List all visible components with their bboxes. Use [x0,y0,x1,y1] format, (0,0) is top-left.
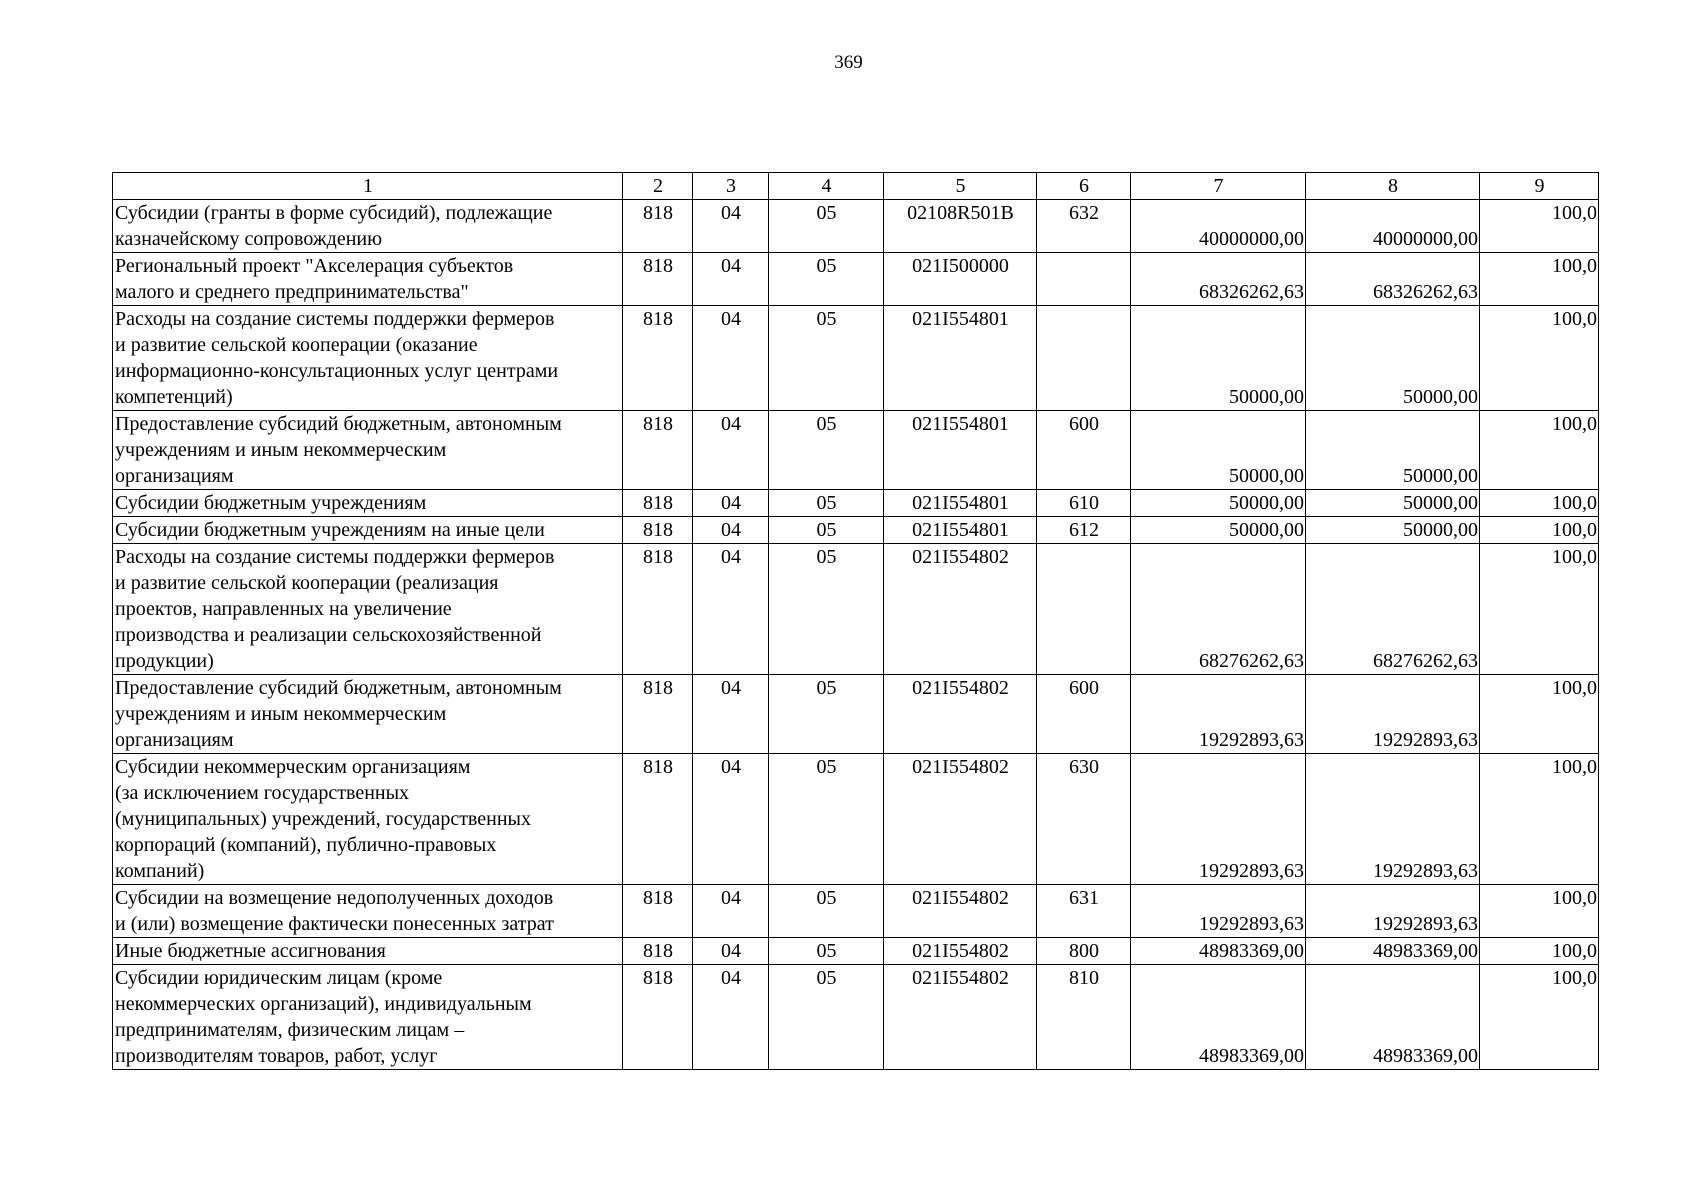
column-header: 8 [1306,173,1480,200]
code-cell: 021I554802 [884,544,1037,675]
table-row [113,490,1599,517]
row-name-cell: Предоставление субсидий бюджетным, автономным учреждениям и иным некоммерческим организациям [113,411,623,490]
column-header: 5 [884,173,1037,200]
row-name-cell: Субсидии на возмещение недополученных доходов и (или) возмещение фактически понесенных затрат [113,885,623,938]
percent-cell: 100,0 [1480,885,1599,938]
table-row [113,200,1599,253]
code-cell: 05 [769,253,884,306]
code-cell: 630 [1037,754,1131,885]
code-cell: 04 [693,306,769,411]
code-cell: 021I554802 [884,965,1037,1070]
percent-cell: 100,0 [1480,200,1599,253]
row-name-cell: Региональный проект "Акселерация субъектов малого и среднего предпринимательства" [113,253,623,306]
code-cell: 600 [1037,411,1131,490]
page-number: 369 [834,52,863,73]
code-cell: 818 [623,544,693,675]
table-row [113,938,1599,965]
amount-cell: 50000,00 [1306,517,1480,544]
amount-cell: 40000000,00 [1131,200,1306,253]
amount-cell: 48983369,00 [1131,965,1306,1070]
amount-cell: 19292893,63 [1306,675,1480,754]
table-row [113,675,1599,754]
code-cell: 818 [623,306,693,411]
amount-cell: 50000,00 [1306,306,1480,411]
table-row [113,754,1599,885]
code-cell: 04 [693,517,769,544]
code-cell: 021I554801 [884,517,1037,544]
code-cell: 02108R501B [884,200,1037,253]
table-row [113,411,1599,490]
code-cell: 021I554801 [884,490,1037,517]
table-row [113,517,1599,544]
row-name-cell: Субсидии некоммерческим организациям (за исключением государственных (муниципальных) учреждений, государственных корпораций (компаний), публично-правовых компаний) [113,754,623,885]
table-row [113,965,1599,1070]
row-name-cell: Субсидии (гранты в форме субсидий), подлежащие казначейскому сопровождению [113,200,623,253]
code-cell: 021I554801 [884,411,1037,490]
amount-cell: 19292893,63 [1131,754,1306,885]
code-cell: 04 [693,544,769,675]
column-header: 7 [1131,173,1306,200]
percent-cell: 100,0 [1480,544,1599,675]
column-header: 9 [1480,173,1599,200]
percent-cell: 100,0 [1480,517,1599,544]
amount-cell: 50000,00 [1131,517,1306,544]
code-cell: 04 [693,411,769,490]
code-cell: 05 [769,200,884,253]
amount-cell: 48983369,00 [1306,965,1480,1070]
table-row [113,253,1599,306]
column-header: 3 [693,173,769,200]
code-cell: 04 [693,938,769,965]
percent-cell: 100,0 [1480,490,1599,517]
amount-cell: 19292893,63 [1306,885,1480,938]
column-header: 4 [769,173,884,200]
code-cell: 818 [623,965,693,1070]
code-cell: 05 [769,675,884,754]
amount-cell: 68276262,63 [1131,544,1306,675]
amount-cell: 19292893,63 [1306,754,1480,885]
code-cell: 05 [769,544,884,675]
code-cell: 05 [769,938,884,965]
budget-table [112,172,1599,1070]
code-cell: 021I554801 [884,306,1037,411]
code-cell: 04 [693,200,769,253]
code-cell: 818 [623,754,693,885]
amount-cell: 50000,00 [1306,490,1480,517]
code-cell: 05 [769,965,884,1070]
code-cell: 818 [623,490,693,517]
code-cell: 818 [623,517,693,544]
percent-cell: 100,0 [1480,754,1599,885]
code-cell: 600 [1037,675,1131,754]
code-cell [1037,306,1131,411]
code-cell: 800 [1037,938,1131,965]
row-name-cell: Расходы на создание системы поддержки фермеров и развитие сельской кооперации (реализация проектов, направленных на увеличение производства и реализации сельскохозяйственной продукции) [113,544,623,675]
percent-cell: 100,0 [1480,306,1599,411]
column-header: 1 [113,173,623,200]
code-cell: 631 [1037,885,1131,938]
code-cell [1037,253,1131,306]
table-row [113,306,1599,411]
percent-cell: 100,0 [1480,675,1599,754]
percent-cell: 100,0 [1480,253,1599,306]
row-name-cell: Предоставление субсидий бюджетным, автономным учреждениям и иным некоммерческим организациям [113,675,623,754]
table-row [113,885,1599,938]
amount-cell: 50000,00 [1306,411,1480,490]
code-cell: 021I554802 [884,938,1037,965]
code-cell: 05 [769,517,884,544]
code-cell: 05 [769,306,884,411]
amount-cell: 48983369,00 [1131,938,1306,965]
table-header-row [113,173,1599,200]
code-cell: 021I500000 [884,253,1037,306]
code-cell: 021I554802 [884,675,1037,754]
amount-cell: 50000,00 [1131,490,1306,517]
code-cell: 818 [623,675,693,754]
code-cell: 04 [693,675,769,754]
code-cell: 021I554802 [884,885,1037,938]
code-cell: 818 [623,253,693,306]
code-cell: 04 [693,253,769,306]
column-header: 2 [623,173,693,200]
percent-cell: 100,0 [1480,938,1599,965]
code-cell [1037,544,1131,675]
row-name-cell: Иные бюджетные ассигнования [113,938,623,965]
code-cell: 818 [623,938,693,965]
amount-cell: 68326262,63 [1306,253,1480,306]
amount-cell: 68326262,63 [1131,253,1306,306]
column-header: 6 [1037,173,1131,200]
code-cell: 810 [1037,965,1131,1070]
code-cell: 04 [693,885,769,938]
row-name-cell: Субсидии юридическим лицам (кроме некоммерческих организаций), индивидуальным предпринимателям, физическим лицам – производителям товаров, работ, услуг [113,965,623,1070]
code-cell: 632 [1037,200,1131,253]
code-cell: 610 [1037,490,1131,517]
code-cell: 021I554802 [884,754,1037,885]
amount-cell: 50000,00 [1131,306,1306,411]
amount-cell: 19292893,63 [1131,675,1306,754]
code-cell: 04 [693,754,769,885]
amount-cell: 68276262,63 [1306,544,1480,675]
code-cell: 818 [623,885,693,938]
code-cell: 818 [623,200,693,253]
percent-cell: 100,0 [1480,965,1599,1070]
code-cell: 04 [693,965,769,1070]
code-cell: 05 [769,490,884,517]
amount-cell: 50000,00 [1131,411,1306,490]
row-name-cell: Субсидии бюджетным учреждениям [113,490,623,517]
code-cell: 04 [693,490,769,517]
code-cell: 818 [623,411,693,490]
amount-cell: 40000000,00 [1306,200,1480,253]
code-cell: 05 [769,885,884,938]
code-cell: 612 [1037,517,1131,544]
code-cell: 05 [769,754,884,885]
row-name-cell: Субсидии бюджетным учреждениям на иные цели [113,517,623,544]
row-name-cell: Расходы на создание системы поддержки фермеров и развитие сельской кооперации (оказание информационно-консультационных услуг центрами компетенций) [113,306,623,411]
percent-cell: 100,0 [1480,411,1599,490]
amount-cell: 19292893,63 [1131,885,1306,938]
table-row [113,544,1599,675]
code-cell: 05 [769,411,884,490]
amount-cell: 48983369,00 [1306,938,1480,965]
